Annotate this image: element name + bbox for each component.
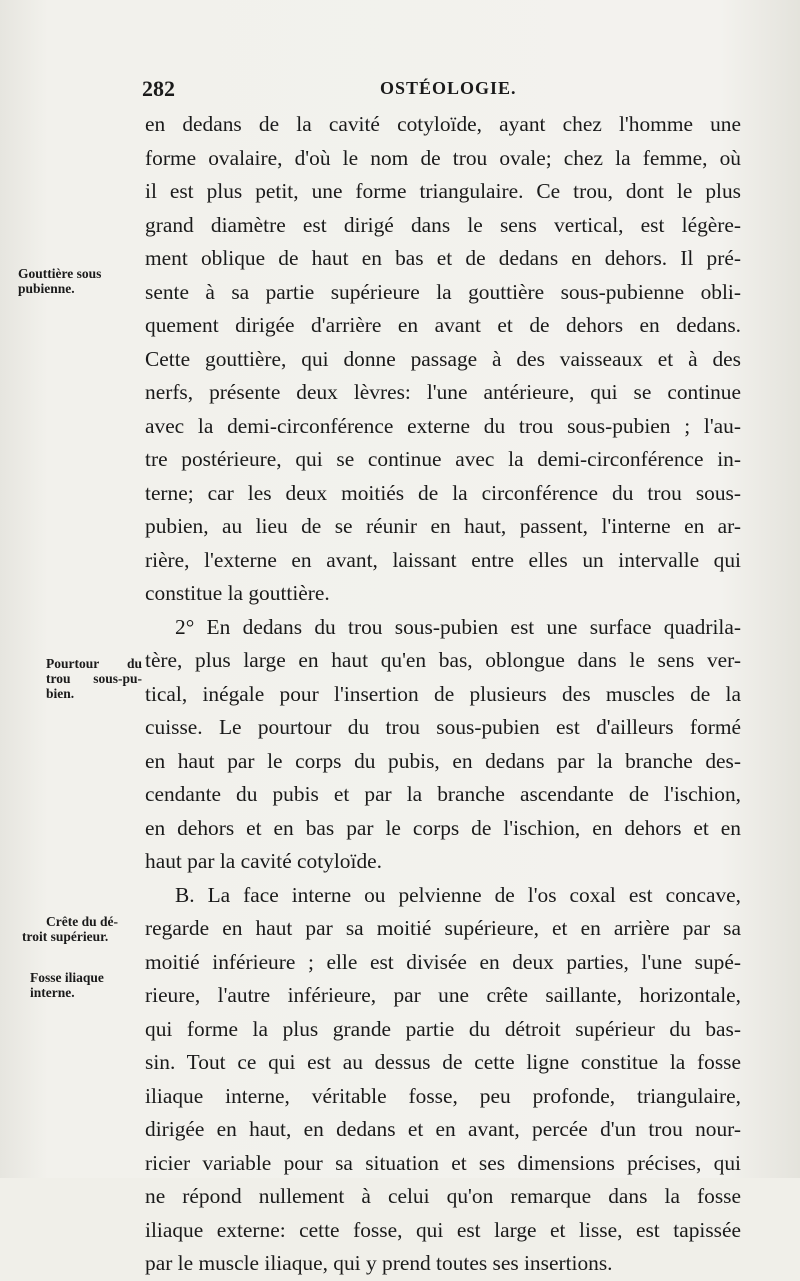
text-line: en haut par le corps du pubis, en dedans par la branche des-	[145, 748, 741, 773]
text-line: nerfs, présente deux lèvres: l'une antérieure, qui se continue	[145, 380, 741, 404]
margin-note-line: Fosse iliaque	[30, 970, 104, 985]
text-line: forme ovalaire, d'où le nom de trou ovale; chez la femme, où	[145, 145, 741, 170]
margin-note-line: trou sous-pu-	[46, 671, 142, 686]
text-line: sin. Tout ce qui est au dessus de cette ligne constitue la fosse	[145, 1050, 741, 1074]
text-line: cendante du pubis et par la branche ascendante de l'ischion,	[145, 782, 741, 806]
text-line: en dedans de la cavité cotyloïde, ayant chez l'homme une	[145, 112, 741, 136]
margin-note-pourtour	[46, 656, 142, 701]
text-line: avec la demi-circonférence externe du trou sous-pubien ; l'au-	[145, 413, 741, 438]
text-line: haut par la cavité cotyloïde.	[145, 849, 382, 873]
text-line: pubien, au lieu de se réunir en haut, passent, l'interne en ar-	[145, 514, 741, 538]
margin-note-line: troit supérieur.	[22, 929, 109, 944]
margin-note-fosse	[30, 970, 154, 1000]
text-line: constitue la gouttière.	[145, 581, 330, 605]
text-line: tre postérieure, qui se continue avec la demi-circonférence in-	[145, 447, 741, 471]
margin-note-crete	[22, 914, 146, 944]
running-title: OSTÉOLOGIE.	[380, 78, 517, 98]
text-line: cuisse. Le pourtour du trou sous-pubien est d'ailleurs formé	[145, 715, 741, 739]
text-line: dirigée en haut, en dedans et en avant, percée d'un trou nour-	[145, 1117, 741, 1141]
text-line: ment oblique de haut en bas et de dedans en dehors. Il pré-	[145, 246, 741, 270]
margin-note-line: Crête du dé-	[46, 914, 118, 929]
text-line: il est plus petit, une forme triangulaire. Ce trou, dont le plus	[145, 179, 741, 203]
text-line: moitié inférieure ; elle est divisée en deux parties, l'une supé-	[145, 949, 741, 974]
text-line: terne; car les deux moitiés de la circonférence du trou sous-	[145, 480, 741, 505]
text-line: en dehors et en bas par le corps de l'ischion, en dehors et en	[145, 815, 741, 840]
text-line: iliaque interne, véritable fosse, peu profonde, triangulaire,	[145, 1083, 741, 1108]
text-line: B. La face interne ou pelvienne de l'os coxal est concave,	[175, 882, 741, 907]
text-line: quement dirigée d'arrière en avant et de dehors en dedans.	[145, 313, 741, 337]
text-line: tère, plus large en haut qu'en bas, oblongue dans le sens ver-	[145, 648, 741, 672]
text-line: ricier variable pour sa situation et ses dimensions précises, qui	[145, 1150, 741, 1175]
text-line: sente à sa partie supérieure la gouttière sous-pubienne obli-	[145, 279, 741, 304]
margin-note-line: interne.	[30, 985, 75, 1000]
text-line: rière, l'externe en avant, laissant entre elles un intervalle qui	[145, 547, 741, 572]
margin-note-line: pubienne.	[18, 281, 75, 296]
page-number: 282	[142, 76, 175, 101]
text-line: grand diamètre est dirigé dans le sens vertical, est légère-	[145, 212, 741, 237]
margin-note-line: Gouttière sous	[18, 266, 102, 281]
text-line: rieure, l'autre inférieure, par une crête saillante, horizontale,	[145, 983, 741, 1007]
text-line: tical, inégale pour l'insertion de plusieurs des muscles de la	[145, 681, 741, 706]
text-line: ne répond nullement à celui qu'on remarque dans la fosse	[145, 1184, 741, 1208]
margin-note-line: bien.	[46, 686, 75, 701]
text-line: Cette gouttière, qui donne passage à des vaisseaux et à des	[145, 346, 741, 371]
text-line: iliaque externe: cette fosse, qui est large et lisse, est tapissée	[145, 1217, 741, 1242]
margin-note-gouttiere	[18, 266, 142, 296]
text-line: qui forme la plus grande partie du détroit supérieur du bas-	[145, 1016, 741, 1041]
text-line: 2° En dedans du trou sous-pubien est une surface quadrila-	[175, 614, 741, 639]
text-line: par le muscle iliaque, qui y prend toutes ses insertions.	[145, 1251, 613, 1275]
body-text	[145, 108, 741, 1281]
text-line: regarde en haut par sa moitié supérieure, et en arrière par sa	[145, 916, 741, 940]
page-header	[140, 76, 740, 106]
margin-note-line: Pourtour du	[46, 656, 142, 671]
